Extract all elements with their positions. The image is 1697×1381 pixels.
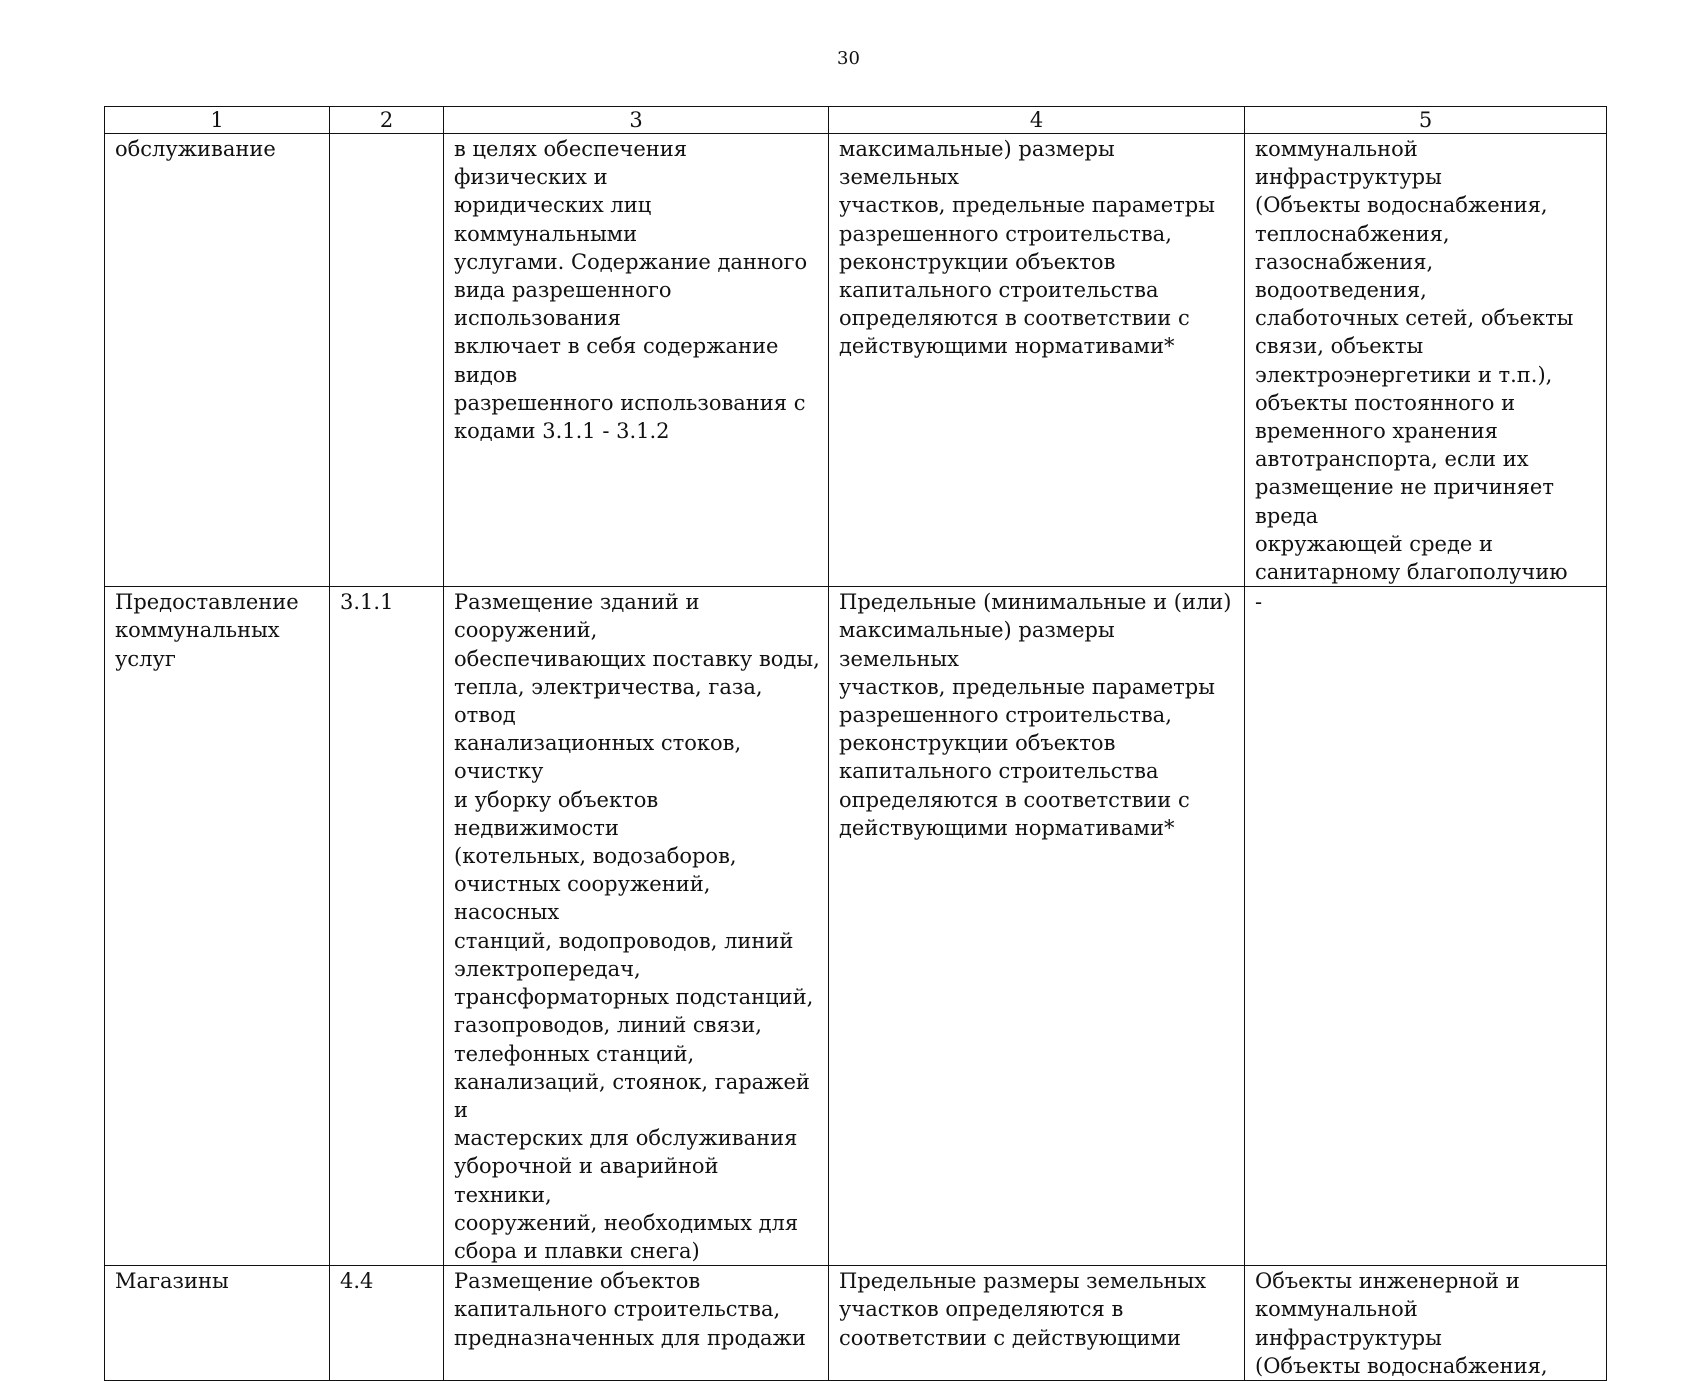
use-name-cell: Магазины (105, 1266, 330, 1381)
column-header-2: 2 (330, 107, 444, 134)
use-description-cell: Размещение зданий и сооружений, обеспечивающих поставку воды, тепла, электричества, газа, отвод канализационных стоков, очистку и уборку объектов недвижимости (котельных, водозаборов, очистных сооружений, насосных станций, водопроводов, линий электропередач, трансформаторных подстанций, газопроводов, линий связи, телефонных станций, канализаций, стоянок, гаражей и мастерских для обслуживания уборочной и аварийной техники, сооружений, необходимых для сбора и плавки снега) (444, 587, 829, 1266)
page-number: 30 (837, 48, 860, 69)
use-name-cell: обслуживание (105, 134, 330, 587)
table-row (105, 1266, 1607, 1381)
table-row (105, 587, 1607, 1266)
use-description-cell: в целях обеспечения физических и юридических лиц коммунальными услугами. Содержание данного вида разрешенного использования включает в себя содержание видов разрешенного использования с кодами 3.1.1 - 3.1.2 (444, 134, 829, 587)
use-parameters-cell: Предельные (минимальные и (или) максимальные) размеры земельных участков, предельные параметры разрешенного строительства, реконструкции объектов капитального строительства определяются в соответствии с действующими нормативами* (829, 587, 1245, 1266)
use-description-cell: Размещение объектов капитального строительства, предназначенных для продажи (444, 1266, 829, 1381)
column-header-4: 4 (829, 107, 1245, 134)
auxiliary-uses-cell: - (1245, 587, 1607, 1266)
use-name-cell: Предоставление коммунальных услуг (105, 587, 330, 1266)
column-header-5: 5 (1245, 107, 1607, 134)
column-header-1: 1 (105, 107, 330, 134)
table-row (105, 134, 1607, 587)
column-header-3: 3 (444, 107, 829, 134)
auxiliary-uses-cell: Объекты инженерной и коммунальной инфраструктуры (Объекты водоснабжения, (1245, 1266, 1607, 1381)
table-header-row (105, 107, 1607, 134)
use-code-cell (330, 134, 444, 587)
use-code-cell: 3.1.1 (330, 587, 444, 1266)
use-parameters-cell: Предельные размеры земельных участков определяются в соответствии с действующими (829, 1266, 1245, 1381)
use-parameters-cell: максимальные) размеры земельных участков, предельные параметры разрешенного строительства, реконструкции объектов капитального строительства определяются в соответствии с действующими нормативами* (829, 134, 1245, 587)
use-code-cell: 4.4 (330, 1266, 444, 1381)
zoning-table (104, 106, 1607, 1381)
auxiliary-uses-cell: коммунальной инфраструктуры (Объекты водоснабжения, теплоснабжения, газоснабжения, водоотведения, слаботочных сетей, объекты связи, объекты электроэнергетики и т.п.), объекты постоянного и временного хранения автотранспорта, если их размещение не причиняет вреда окружающей среде и санитарному благополучию (1245, 134, 1607, 587)
